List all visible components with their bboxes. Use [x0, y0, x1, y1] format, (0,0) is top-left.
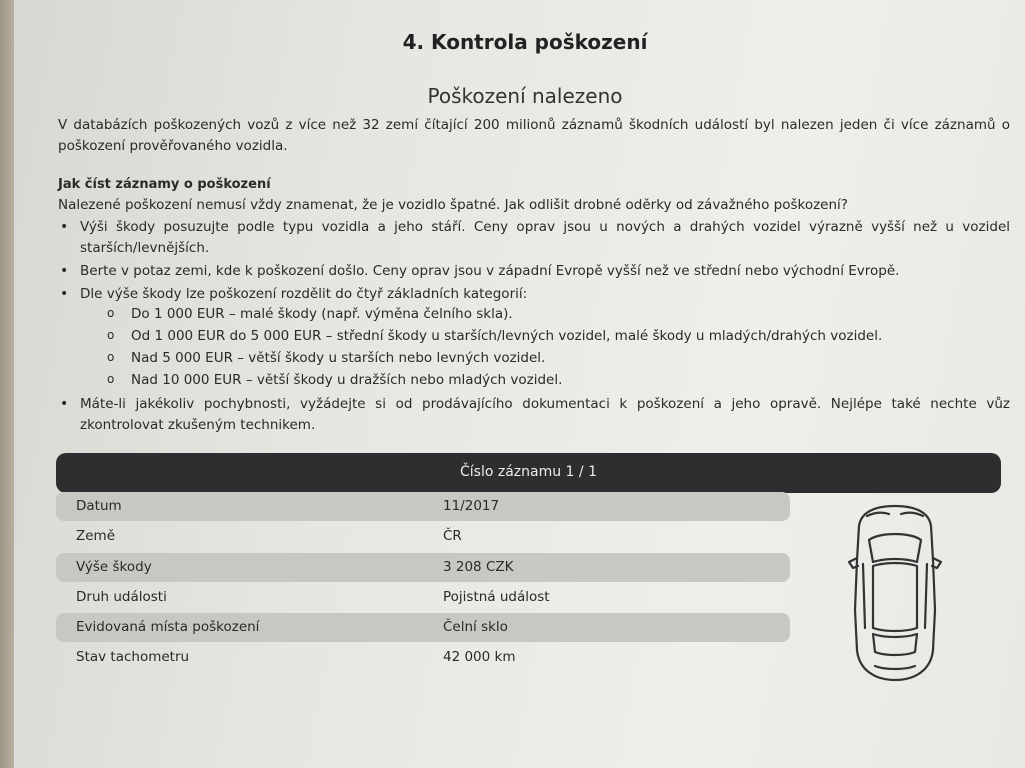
record-row [56, 492, 790, 521]
record-label: Stav tachometru [76, 649, 190, 665]
record-header: Číslo záznamu 1 / 1 [56, 453, 1001, 493]
category-item: o Nad 5 000 EUR – větší škody u starších nebo levných vozidel. [131, 348, 931, 369]
page-title: 4. Kontrola poškození [402, 30, 648, 54]
record-value: Pojistná událost [443, 589, 550, 605]
record-value: 42 000 km [443, 649, 516, 665]
guide-title: Jak číst záznamy o poškození [58, 177, 271, 192]
record-value: ČR [443, 528, 462, 544]
category-item: o Nad 10 000 EUR – větší škody u dražších nebo mladých vozidel. [131, 370, 931, 391]
bullet-item: • Dle výše škody lze poškození rozdělit do čtyř základních kategorií: [80, 284, 1010, 305]
bullet-item: • Berte v potaz zemi, kde k poškození došlo. Ceny oprav jsou v západní Evropě vyšší než ve střední nebo východní Evropě. [80, 261, 1010, 282]
record-value: 3 208 CZK [443, 559, 514, 575]
record-value: 11/2017 [443, 498, 500, 514]
background-edge [0, 0, 14, 768]
category-item: o Do 1 000 EUR – malé škody (např. výměna čelního skla). [131, 304, 931, 325]
record-label: Datum [76, 498, 122, 514]
record-label: Evidovaná místa poškození [76, 619, 260, 635]
page-subtitle: Poškození nalezeno [427, 84, 623, 108]
record-label: Země [76, 528, 116, 544]
record-row [56, 643, 790, 672]
car-diagram-icon [845, 500, 945, 685]
record-value: Čelní sklo [443, 619, 508, 635]
record-row [56, 522, 790, 551]
guide-lead: Nalezené poškození nemusí vždy znamenat, že je vozidlo špatné. Jak odlišit drobné oděrky od závažného poškození? [58, 197, 848, 213]
record-label: Druh události [76, 589, 167, 605]
bullet-item: • Výši škody posuzujte podle typu vozidla a jeho stáří. Ceny oprav jsou u nových a drahých vozidel výrazně vyšší než u vozidel starších/levnějších. [80, 217, 1010, 259]
record-row [56, 583, 790, 612]
record-row [56, 553, 790, 582]
record-row [56, 613, 790, 642]
record-label: Výše škody [76, 559, 152, 575]
category-item: o Od 1 000 EUR do 5 000 EUR – střední škody u starších/levných vozidel, malé škody u mladých/drahých vozidel. [131, 326, 931, 347]
bullet-item: • Máte-li jakékoliv pochybnosti, vyžádejte si od prodávajícího dokumentaci k poškození a jeho opravě. Nejlépe také nechte vůz zkontrolovat zkušeným technikem. [80, 394, 1010, 436]
intro-paragraph: V databázích poškozených vozů z více než 32 zemí čítající 200 milionů záznamů škodních událostí byl nalezen jeden či více záznamů o poškození prověřovaného vozidla. [58, 117, 1010, 154]
